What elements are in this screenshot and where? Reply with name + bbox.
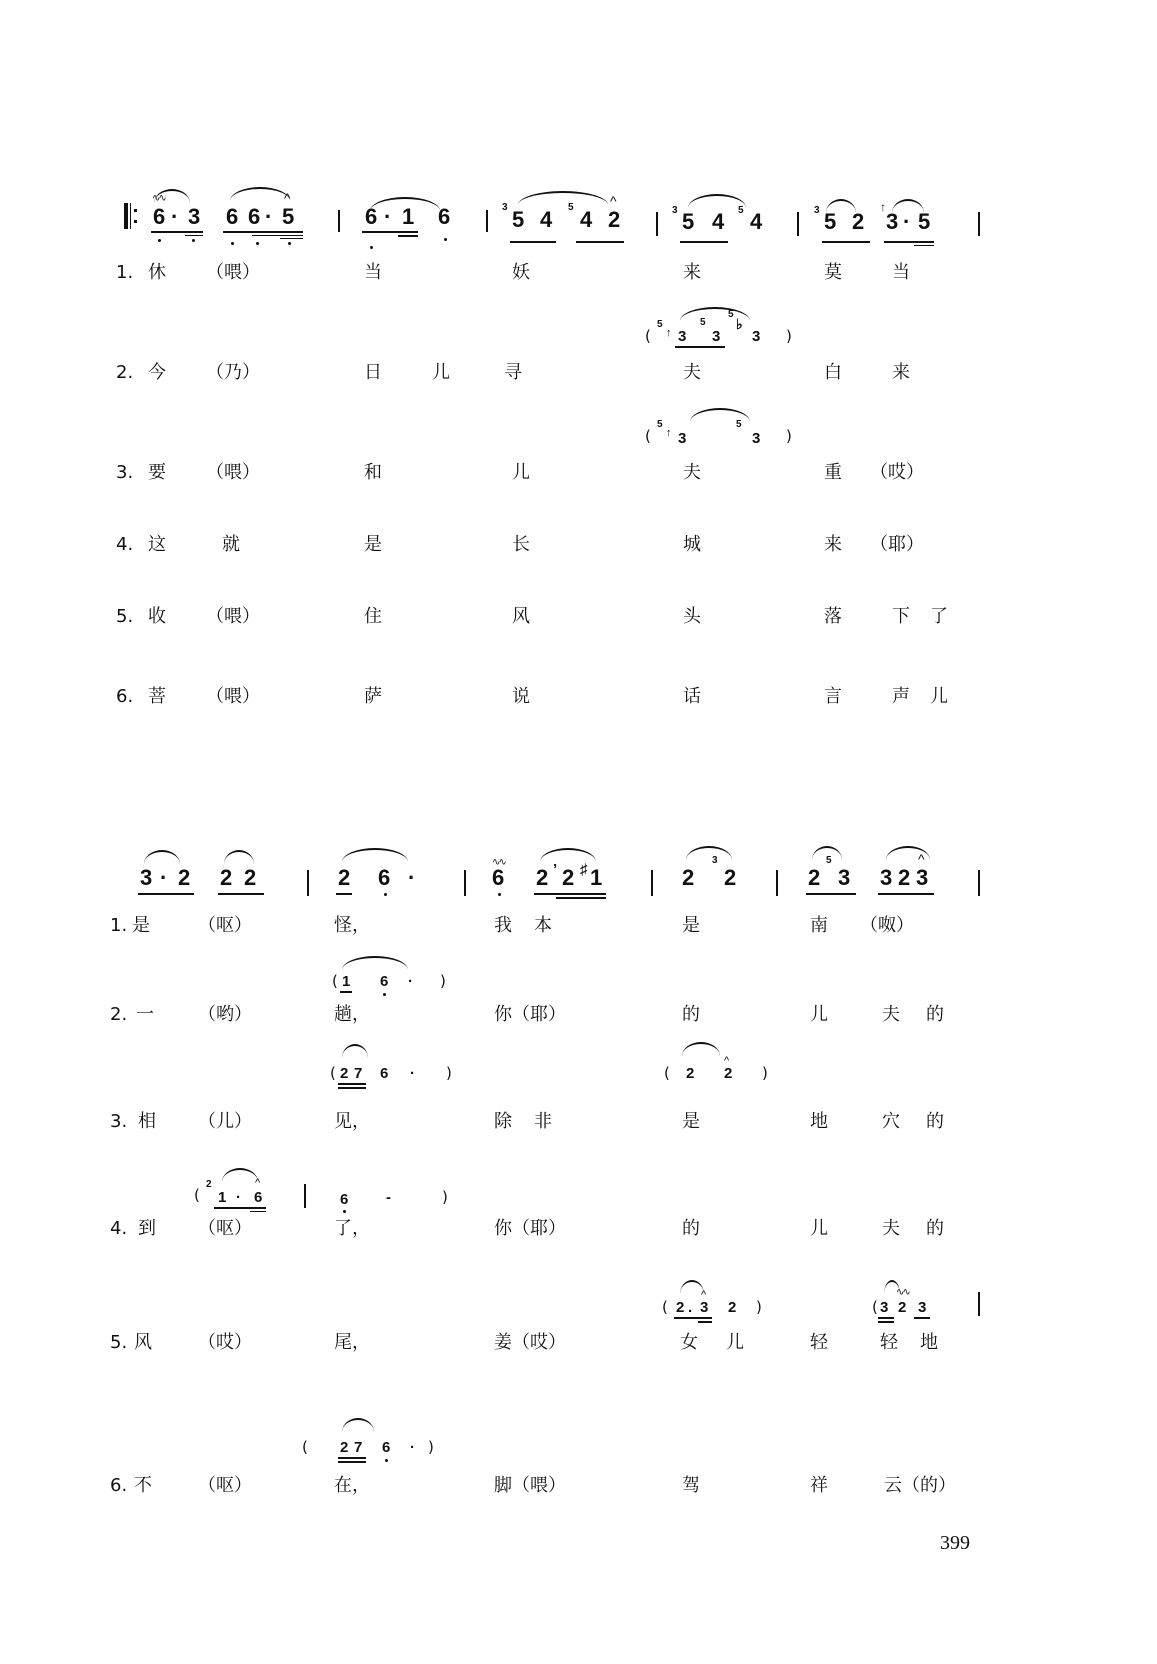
note: 3 [918,1299,927,1316]
note: 3 [880,865,893,890]
note: 6 [492,865,505,890]
underline [338,1083,366,1085]
lyric: （哟） [198,1004,252,1025]
grace-note: 3 [672,205,678,216]
underline [914,245,934,246]
paren: ( [872,1298,878,1316]
lyric: 南 [810,915,828,936]
note-dot: · [408,973,413,990]
lyric: 你（耶） [494,1004,566,1025]
paren: ) [756,1298,762,1316]
lyric: 来 [824,534,842,555]
lyric: 尾， [334,1332,370,1353]
barline [338,210,340,232]
underline [185,235,203,236]
lyric: 相 [138,1111,156,1132]
lyric: 不 [134,1475,152,1496]
paren: ) [446,1064,452,1082]
verse-number: 4. [116,534,134,555]
lyric: 怪， [334,915,370,936]
low-dot [370,246,373,249]
breath-arrow-icon: ↑ [666,327,672,339]
note: 6 [365,204,378,229]
lyric: （儿） [198,1111,252,1132]
underline [510,241,556,243]
note: 7 [354,1439,363,1456]
underline [138,893,194,895]
barline [304,1184,306,1208]
note: 6 [438,204,451,229]
low-dot [256,242,259,245]
verse-number: 2. [110,1004,128,1025]
note: 2 [686,1065,695,1082]
lyric: 话 [683,686,701,707]
note-dot: · [265,204,273,229]
grace-note: 3 [814,205,820,216]
grace-note: 3 [502,202,508,213]
note-dot: . [688,1299,693,1316]
lyric: 儿 [512,462,530,483]
lyric: 重 [824,462,842,483]
lyric: 趟， [334,1004,370,1025]
underline [576,241,624,243]
note: 2 [340,1439,349,1456]
trill-icon: ∿∿ [896,1287,909,1298]
lyric: 休 [148,262,166,283]
note: 3 [678,430,687,447]
slur [686,846,732,860]
paren: ) [428,1438,434,1456]
lyric: 寻 [504,362,522,383]
note: 5 [824,209,837,234]
note: 4 [580,207,593,232]
lyric: 来 [683,262,701,283]
underline [250,1211,266,1212]
low-dot [385,1459,388,1462]
lyric: 是 [682,915,700,936]
note: 2 [898,1299,907,1316]
lyric: 今 [148,362,166,383]
accent-icon: ^ [918,851,925,867]
note: 2 [724,865,737,890]
note: 2 [608,207,621,232]
lyric: 声 [892,686,910,707]
verse-number: 3. [110,1111,128,1132]
note: 2 [682,865,695,890]
lyric: 姜（哎） [494,1332,566,1353]
lyric: 言 [824,686,842,707]
breath-arrow-icon: ↑ [880,200,886,214]
note-dot: · [903,209,911,234]
underline [884,241,934,243]
lyric: 夫 [882,1218,900,1239]
note: 3 [140,865,153,890]
dash: - [386,1189,391,1206]
note: 2 [178,865,191,890]
underline [698,1321,712,1323]
lyric: 你（耶） [494,1218,566,1239]
note: 6 [380,973,389,990]
lyric: 一 [136,1004,154,1025]
lyric: 到 [138,1218,156,1239]
lyric: 和 [364,462,382,483]
note-dot: · [236,1189,241,1206]
verse-number: 6. [110,1475,128,1496]
accent-icon: ^ [610,193,617,209]
lyric: 非 [534,1111,552,1132]
lyric: 女 [680,1332,698,1353]
lyric: （耶） [870,534,924,555]
slur [154,189,190,203]
low-dot [498,893,501,896]
lyric: 收 [148,606,166,627]
underline [218,893,264,895]
barline [651,870,653,896]
lyric: 儿 [810,1004,828,1025]
lyric: 祥 [810,1475,828,1496]
note-dot: · [408,865,416,890]
low-dot [383,993,386,996]
trill-icon: ∿∿ [152,193,165,204]
note: 4 [540,207,553,232]
lyric: 就 [222,534,240,555]
note: 1 [402,204,415,229]
lyric: 了， [334,1218,370,1239]
accent-icon: ^ [255,1177,261,1189]
lyric: 是 [132,915,150,936]
lyric: 的 [682,1004,700,1025]
lyric: 风 [134,1332,152,1353]
lyric: 的 [682,1218,700,1239]
underline [252,235,303,236]
note: 5 [512,207,525,232]
note: 6 [382,1439,391,1456]
low-dot [288,242,291,245]
note: 2 [898,865,911,890]
lyric: 日 [364,362,382,383]
low-dot [444,238,447,241]
note: 5 [918,209,931,234]
verse-number: 5. [110,1332,128,1353]
paren: ( [662,1298,668,1316]
grace-note: 5 [738,205,744,216]
lyric: 云（的） [884,1475,956,1496]
note: 3 [188,204,201,229]
lyric: 风 [512,606,530,627]
lyric: 长 [512,534,530,555]
lyric: （呶） [860,915,914,936]
underline [340,991,352,993]
underline [338,1087,366,1089]
note: 6 [254,1189,263,1206]
lyric: 轻 [880,1332,898,1353]
slur [342,848,408,862]
paren: ( [194,1186,200,1204]
underline [680,241,728,243]
lyric: 头 [683,606,701,627]
lyric: 儿 [930,686,948,707]
note: 3 [838,865,851,890]
note: 2 [220,865,233,890]
lyric: 地 [810,1111,828,1132]
underline [338,1457,366,1459]
note: 2 [536,865,549,890]
barline [656,212,658,236]
note: 2 [338,865,351,890]
lyric: 白 [824,362,842,383]
note: 2 [724,1065,733,1082]
lyric: （乃） [206,362,260,383]
note: 2 [808,865,821,890]
note: 6 [340,1191,349,1208]
paren: ) [442,1188,448,1206]
lyric: （哎） [198,1332,252,1353]
lyric: 儿 [726,1332,744,1353]
slur [342,1044,368,1058]
verse-number: 6. [116,686,134,707]
paren: ( [302,1438,308,1456]
note: 7 [354,1065,363,1082]
underline [806,893,856,895]
underline [556,897,606,899]
lyric: 夫 [683,462,701,483]
note-dot: · [171,204,179,229]
paren: ( [330,1064,336,1082]
lyric: 当 [892,262,910,283]
note: 3 [916,865,929,890]
trill-icon: ∿∿ [492,857,505,868]
lyric: 轻 [810,1332,828,1353]
note: 3 [886,209,899,234]
lyric: 本 [534,915,552,936]
low-dot [384,893,387,896]
accent-icon: ^ [701,1289,707,1301]
note: 6 [380,1065,389,1082]
note: 4 [750,209,763,234]
note: 3 [712,328,721,345]
paren: ( [645,327,651,345]
note: 5 [282,204,295,229]
note-dot: · [384,204,392,229]
grace-note: 5 [728,309,734,320]
lyric: （喂） [206,262,260,283]
grace-note: 5 [736,419,742,430]
lyric: 这 [148,534,166,555]
paren: ) [786,427,792,445]
slur [540,848,596,862]
verse-number: 1. [110,915,128,936]
verse-number: 1. [116,262,134,283]
accent-icon: ^ [284,190,291,206]
lyric: 下 [892,606,910,627]
barline [486,210,488,232]
grace-note: 5 [826,855,832,866]
paren: ) [786,327,792,345]
lyric: 我 [494,915,512,936]
note: 4 [712,209,725,234]
note: 2 [852,209,865,234]
note: 3 [700,1299,709,1316]
barline [978,1292,980,1316]
underline [674,1317,712,1319]
slur [224,850,254,864]
lyric: （喂） [206,686,260,707]
lyric: 当 [364,262,382,283]
note: 3 [678,328,687,345]
barline [776,870,778,896]
lyric: （哎） [870,462,924,483]
note: 1 [342,973,351,990]
grace-note: 3 [712,855,718,866]
paren: ( [664,1064,670,1082]
slur [518,191,608,205]
note: 5 [682,209,695,234]
lyric: 的 [926,1111,944,1132]
note: 2 [244,865,257,890]
note-dot: · [410,1065,415,1082]
note: 2 [676,1299,685,1316]
lyric: 住 [364,606,382,627]
underline [398,235,418,237]
note: 3 [880,1299,889,1316]
verse-number: 2. [116,362,134,383]
underline [878,893,934,895]
paren: ) [440,972,446,990]
note: 6 [153,204,166,229]
lyric: 穴 [882,1111,900,1132]
grace-note: 5 [657,319,663,330]
lyric: （呕） [198,1475,252,1496]
lyric: 驾 [682,1475,700,1496]
low-dot [343,1210,346,1213]
grace-note: 5 [700,317,706,328]
slur [682,1042,720,1056]
low-dot [158,239,161,242]
barline [978,870,980,896]
lyric: 脚（喂） [494,1475,566,1496]
slur [144,850,180,864]
paren: ( [645,427,651,445]
lyric: 萨 [364,686,382,707]
sharp-sign: ♯ [580,861,588,878]
breath-arrow-icon: ↑ [666,427,672,439]
lyric: （呕） [198,1218,252,1239]
underline [878,1321,894,1323]
flat-note: ♭ [736,316,743,332]
lyric: 在， [334,1475,370,1496]
underline [214,1207,266,1209]
underline [914,1317,930,1319]
lyric: 莫 [824,262,842,283]
note: 2 [562,865,575,890]
lyric: 落 [824,606,842,627]
lyric: 妖 [512,262,530,283]
lyric: 见， [334,1111,370,1132]
note-dot: · [410,1439,415,1456]
verse-number: 5. [116,606,134,627]
lyric: 是 [682,1111,700,1132]
note-dot: · [160,865,168,890]
lyric: 了 [930,606,948,627]
underline [223,231,303,233]
underline [362,231,418,233]
lyric: 地 [920,1332,938,1353]
lyric: 儿 [810,1218,828,1239]
underline [151,231,203,233]
note: 3 [752,430,761,447]
note: 6 [226,204,239,229]
lyric: 要 [148,462,166,483]
page-number: 399 [940,1532,970,1554]
note: 2 [340,1065,349,1082]
note: 1 [590,865,603,890]
lyric: （喂） [206,462,260,483]
underline [336,893,352,895]
low-dot [231,242,234,245]
lyric: 菩 [148,686,166,707]
slur [342,1418,374,1432]
underline [822,241,870,243]
note: 1 [218,1189,227,1206]
underline [280,238,303,239]
lyric: 来 [892,362,910,383]
note: 6 [378,865,391,890]
lyric: 儿 [432,362,450,383]
grace-note: 5 [568,202,574,213]
underline [338,1461,366,1463]
underline [878,1317,894,1319]
lyric: 夫 [882,1004,900,1025]
paren: ) [762,1064,768,1082]
verse-number: 3. [116,462,134,483]
lyric: 说 [512,686,530,707]
underline [534,893,606,895]
lyric: 除 [494,1111,512,1132]
lyric: （呕） [198,915,252,936]
barline [464,870,466,896]
barline [307,870,309,896]
grace-note: 5 [657,419,663,430]
note: 2 [728,1299,737,1316]
lyric: 的 [926,1218,944,1239]
note: 6 [248,204,261,229]
accent-icon: ^ [724,1055,730,1067]
slur [230,187,290,201]
slur [342,956,408,970]
paren: ( [332,972,338,990]
low-dot [192,239,195,242]
breath-mark: ’ [553,861,558,878]
lyric: 是 [364,534,382,555]
lyric: （喂） [206,606,260,627]
lyric: 的 [926,1004,944,1025]
barline [797,212,799,236]
verse-number: 4. [110,1218,128,1239]
barline [978,212,980,236]
note: 3 [752,328,761,345]
lyric: 城 [683,534,701,555]
underline [675,346,725,348]
lyric: 夫 [683,362,701,383]
grace-note: 2 [206,1179,212,1190]
slur [222,1168,258,1182]
